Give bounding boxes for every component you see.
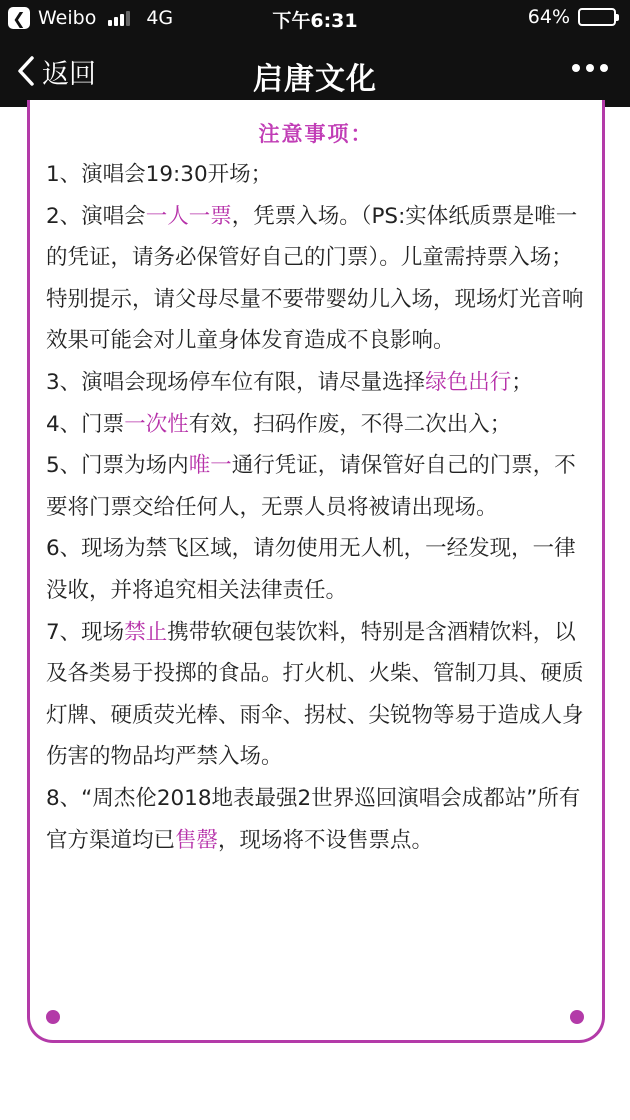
notice-item [46, 404, 594, 446]
decorative-dot-left [46, 1010, 60, 1024]
notice-text: 携带软硬包装饮料，特别是含酒精饮料，以及各类易于投掷的食品。打火机、火柴、管制刀具、硬质灯牌、硬质荧光棒、雨伞、拐杖、尖锐物等易于造成人身伤害的物品均严禁入场。 [46, 619, 584, 770]
status-bar [0, 0, 630, 36]
notice-text: ，现场将不设售票点。 [218, 827, 434, 853]
notice-item [46, 362, 594, 404]
highlighted-text: 唯一 [188, 453, 232, 479]
status-app-name[interactable]: Weibo [38, 7, 97, 29]
notice-item [46, 196, 594, 362]
battery-percent: 64% [527, 6, 570, 28]
notice-text: 4、门票 [46, 411, 125, 437]
highlighted-text: 绿色出行 [425, 369, 512, 395]
notice-text: 7、现场 [46, 619, 125, 645]
highlighted-text: 售罄 [175, 827, 219, 853]
notice-list [46, 154, 594, 861]
notice-text: ，凭票入场。（PS:实体纸质票是唯一的凭证，请务必保管好自己的门票）。儿童需持票入场；特别提示，请父母尽量不要带婴幼儿入场，现场灯光音响效果可能会对儿童身体发育造成不良影响。 [46, 203, 584, 354]
notice-text: 8、“周杰伦2018地表最强2世界巡回演唱会成都站”所有官方渠道均已 [46, 785, 581, 853]
back-to-app-icon[interactable]: ❮ [8, 7, 30, 29]
notice-card [27, 100, 605, 1043]
page-title: 启唐文化 [253, 62, 377, 97]
notice-text: 有效，扫码作废，不得二次出入； [188, 411, 512, 437]
highlighted-text: 一次性 [124, 411, 189, 437]
highlighted-text: 一人一票 [145, 203, 232, 229]
back-label: 返回 [42, 58, 96, 90]
notice-item [46, 528, 594, 611]
notice-item [46, 154, 594, 196]
decorative-dot-right [570, 1010, 584, 1024]
notice-text: ； [511, 369, 533, 395]
status-time: 下午6:31 [272, 10, 358, 32]
notice-text: 1、演唱会19:30开场； [46, 162, 273, 187]
notice-text: 3、演唱会现场停车位有限，请尽量选择 [46, 369, 426, 395]
notice-text: 2、演唱会 [46, 203, 146, 229]
notice-item [46, 612, 594, 778]
notice-item [46, 778, 594, 861]
battery-icon [578, 8, 616, 26]
notice-text: 通行凭证，请保管好自己的门票，不要将门票交给任何人，无票人员将被请出现场。 [46, 453, 576, 520]
notice-title: 注意事项： [258, 122, 374, 146]
network-type: 4G [146, 7, 174, 29]
highlighted-text: 禁止 [124, 619, 168, 645]
navigation-bar [0, 36, 630, 107]
more-options-icon[interactable] [566, 64, 608, 72]
notice-item [46, 445, 594, 528]
notice-text: 5、门票为场内 [46, 453, 189, 479]
status-right [528, 6, 616, 28]
notice-text: 6、现场为禁飞区域，请勿使用无人机，一经发现，一律没收，并将追究相关法律责任。 [46, 536, 576, 603]
